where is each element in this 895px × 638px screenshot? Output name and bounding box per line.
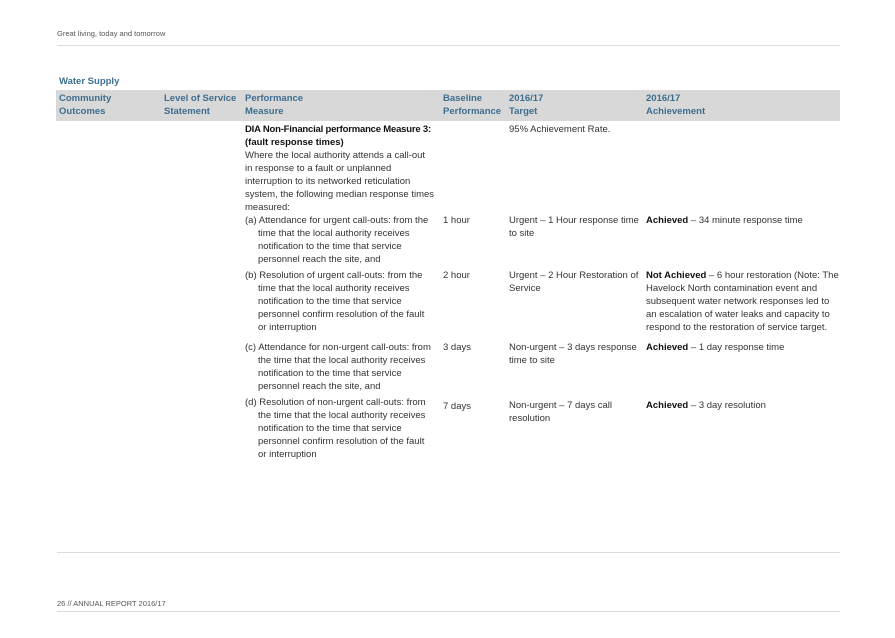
measure-intro bbox=[245, 123, 440, 214]
footer-rule bbox=[57, 611, 840, 612]
row-c-line1: Attendance for non-urgent call-outs: from bbox=[258, 342, 431, 353]
overall-target: 95% Achievement Rate. bbox=[509, 124, 611, 135]
col-achievement-l1: 2016/17 bbox=[646, 93, 681, 104]
col-target-l2: Target bbox=[509, 105, 538, 117]
row-c-line2: the time that the local authority receives bbox=[258, 355, 426, 366]
col-community-outcomes bbox=[59, 93, 111, 118]
row-c-target-l1: Non-urgent – 3 days response bbox=[509, 342, 637, 353]
row-b-line4: personnel confirm resolution of the fault bbox=[258, 309, 425, 320]
page-header: Great living, today and tomorrow bbox=[57, 29, 166, 38]
section-title: Water Supply bbox=[59, 76, 120, 87]
row-d-achievement-l1: – 3 day resolution bbox=[690, 400, 766, 411]
col-baseline-performance bbox=[443, 93, 501, 118]
table-row-b-measure bbox=[245, 269, 440, 334]
row-c-status: Achieved bbox=[646, 342, 689, 353]
row-d-line3: notification to the time that service bbox=[258, 423, 402, 434]
row-b-target-l2: Service bbox=[509, 283, 541, 294]
col-performance-measure-l2: Measure bbox=[245, 105, 284, 117]
row-d-line1: Resolution of non-urgent call-outs: from bbox=[259, 397, 426, 408]
row-a-line3: notification to the time that service bbox=[258, 241, 402, 252]
table-row-a-measure bbox=[245, 214, 440, 266]
row-c-line4: personnel reach the site, and bbox=[258, 381, 381, 392]
row-b-achievement-l3: subsequent water network responses led to bbox=[646, 296, 830, 307]
header-rule bbox=[57, 45, 840, 46]
row-d-line4: personnel confirm resolution of the fault bbox=[258, 436, 425, 447]
col-performance-measure-l1: Performance bbox=[245, 93, 304, 104]
table-row-c-measure bbox=[245, 341, 440, 393]
row-c-line3: notification to the time that service bbox=[258, 368, 402, 379]
row-a-achievement bbox=[646, 214, 838, 227]
row-b-line1: Resolution of urgent call-outs: from the bbox=[259, 270, 423, 281]
row-a-line2: time that the local authority receives bbox=[258, 228, 410, 239]
row-b-line2: time that the local authority receives bbox=[258, 283, 410, 294]
row-d-achievement bbox=[646, 399, 838, 412]
row-d-status: Achieved bbox=[646, 400, 689, 411]
row-d-target bbox=[509, 399, 644, 425]
table-header bbox=[56, 90, 840, 121]
col-target bbox=[509, 93, 543, 118]
col-level-of-service-l2: Statement bbox=[164, 105, 210, 117]
row-a-label: (a) bbox=[245, 215, 257, 226]
row-b-target bbox=[509, 269, 644, 295]
measure-intro-l5: measured: bbox=[245, 202, 290, 213]
row-b-status: Not Achieved bbox=[646, 270, 707, 281]
row-a-baseline: 1 hour bbox=[443, 215, 470, 226]
measure-title-l1: DIA Non-Financial performance Measure 3: bbox=[245, 124, 431, 135]
row-d-line5: or interruption bbox=[258, 449, 317, 460]
row-b-achievement bbox=[646, 269, 838, 334]
row-c-label: (c) bbox=[245, 342, 257, 353]
row-d-target-l2: resolution bbox=[509, 413, 551, 424]
row-a-target bbox=[509, 214, 644, 240]
col-level-of-service-l1: Level of Service bbox=[164, 93, 237, 104]
col-baseline-l2: Performance bbox=[443, 105, 502, 117]
table-row-d-measure bbox=[245, 396, 440, 461]
row-a-target-l1: Urgent – 1 Hour response time bbox=[509, 215, 639, 226]
row-a-status: Achieved bbox=[646, 215, 689, 226]
col-performance-measure bbox=[245, 93, 303, 118]
col-community-outcomes-l1: Community bbox=[59, 93, 112, 104]
row-b-baseline: 2 hour bbox=[443, 270, 470, 281]
row-c-achievement bbox=[646, 341, 838, 354]
row-b-line3: notification to the time that service bbox=[258, 296, 402, 307]
col-level-of-service bbox=[164, 93, 236, 118]
row-d-baseline: 7 days bbox=[443, 401, 471, 412]
row-b-target-l1: Urgent – 2 Hour Restoration of bbox=[509, 270, 639, 281]
row-c-target bbox=[509, 341, 644, 367]
row-b-achievement-l4: an escalation of water leaks and capacity to bbox=[646, 309, 830, 320]
col-community-outcomes-l2: Outcomes bbox=[59, 105, 106, 117]
row-c-achievement-l1: – 1 day response time bbox=[690, 342, 785, 353]
row-d-line2: the time that the local authority receives bbox=[258, 410, 426, 421]
col-achievement bbox=[646, 93, 705, 118]
col-achievement-l2: Achievement bbox=[646, 105, 706, 117]
col-baseline-l1: Baseline bbox=[443, 93, 483, 104]
measure-title-l2: (fault response times) bbox=[245, 137, 344, 148]
row-c-baseline: 3 days bbox=[443, 342, 471, 353]
row-a-target-l2: to site bbox=[509, 228, 535, 239]
row-d-target-l1: Non-urgent – 7 days call bbox=[509, 400, 612, 411]
row-d-label: (d) bbox=[245, 397, 257, 408]
measure-intro-l1: Where the local authority attends a call-out bbox=[245, 150, 426, 161]
page-footer: 26 // ANNUAL REPORT 2016/17 bbox=[57, 599, 166, 608]
measure-intro-l2: in response to a fault or unplanned bbox=[245, 163, 392, 174]
row-a-line4: personnel reach the site, and bbox=[258, 254, 381, 265]
row-b-achievement-l2: Havelock North contamination event and bbox=[646, 283, 818, 294]
row-a-line1: Attendance for urgent call-outs: from the bbox=[258, 215, 429, 226]
row-b-achievement-l1: – 6 hour restoration (Note: The bbox=[709, 270, 839, 281]
measure-intro-l4: system, the following median response times bbox=[245, 189, 435, 200]
row-b-label: (b) bbox=[245, 270, 257, 281]
row-b-line5: or interruption bbox=[258, 322, 317, 333]
measure-intro-l3: interruption to its networked reticulation bbox=[245, 176, 411, 187]
row-b-achievement-l5: respond to the restoration of service target. bbox=[646, 322, 828, 333]
row-a-achievement-l1: – 34 minute response time bbox=[690, 215, 803, 226]
table-bottom-rule bbox=[57, 552, 840, 553]
row-c-target-l2: time to site bbox=[509, 355, 555, 366]
col-target-l1: 2016/17 bbox=[509, 93, 544, 104]
